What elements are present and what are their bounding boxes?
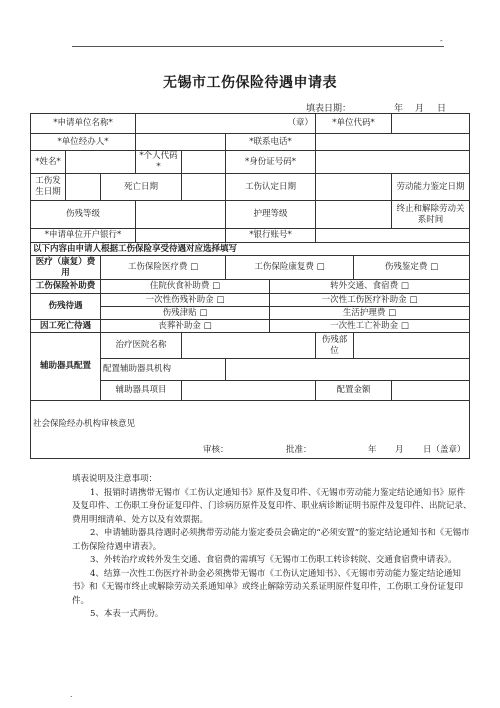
name-field[interactable] <box>66 151 136 174</box>
care-level-label: 护理等级 <box>226 201 316 229</box>
funeral-option[interactable]: 丧葬补助金 □ <box>101 320 270 333</box>
devices-label: 辅助器具配置 <box>31 333 101 401</box>
death-date-label: 死亡日期 <box>101 174 182 201</box>
transfer-travel-option[interactable]: 转外交通、食宿费 □ <box>270 280 470 294</box>
form-title: 无锡市工伤保险待遇申请表 <box>163 75 337 91</box>
termination-date-label: 终止和解除劳动关系时间 <box>392 201 470 229</box>
note-item: 2、申请辅助器具待遇时必须携带劳动能力鉴定委员会确定的“必须安置”的鉴定结论通知书和《无锡市工伤保险待遇申请表》。 <box>72 528 470 552</box>
section-title: 以下内容由申请人根据工伤保险享受待遇对应选择填写 <box>31 243 470 256</box>
account-no-field[interactable] <box>316 229 470 243</box>
disability-appraisal-option[interactable]: 伤残鉴定费 □ <box>354 256 470 280</box>
handler-label: *单位经办人* <box>31 134 136 151</box>
recognition-date-field[interactable] <box>316 174 392 201</box>
note-item: 5、本表一式两份。 <box>90 609 164 619</box>
review-day-seal-label: 日（盖章） <box>423 445 466 455</box>
injury-part-field[interactable] <box>354 333 470 359</box>
care-level-field[interactable] <box>316 201 392 229</box>
id-number-label: *身份证号码* <box>226 151 316 174</box>
injury-part-label: 伤残部位 <box>316 333 354 359</box>
injury-date-field[interactable] <box>66 174 101 201</box>
review-cell[interactable] <box>31 401 470 459</box>
review-year-label: 年 <box>368 445 377 455</box>
instructions <box>72 473 472 622</box>
device-item-label: 辅助器具项目 <box>101 381 182 401</box>
hospital-name-label: 治疗医院名称 <box>101 333 182 359</box>
unit-name-label: *申请单位名称* <box>31 114 136 134</box>
injury-medical-option[interactable]: 工伤保险医疗费 □ <box>101 256 226 280</box>
hospital-meal-option[interactable]: 住院伙食补助费 □ <box>101 280 270 294</box>
disability-label: 伤残待遇 <box>31 294 101 320</box>
note-item: 4、结算一次性工伤医疗补助金必须携带无锡市《工伤认定通知书》、《无锡市劳动能力鉴定结论通知书》和《无锡市终止或解除劳动关系通知单》或终止解除劳动关系证明原件复印件，工伤职工身份证复印件。 <box>72 568 464 606</box>
fill-day-label: 日 <box>437 104 447 114</box>
phone-field[interactable] <box>316 134 470 151</box>
bottom-mark: . <box>70 690 73 699</box>
injury-date-label: 工伤发生日期 <box>31 174 66 201</box>
one-time-disability-option[interactable]: 一次性伤残补助金 □ <box>101 294 270 307</box>
config-institution-field[interactable] <box>226 359 470 381</box>
unit-seal-label[interactable] <box>136 114 316 134</box>
disability-allowance-option[interactable]: 伤残津贴 □ <box>101 307 270 320</box>
fill-date-label: 填表日期： <box>306 104 352 114</box>
injury-rehab-option[interactable]: 工伤保险康复费 □ <box>226 256 354 280</box>
top-mark: - <box>440 36 443 45</box>
fill-year-label: 年 <box>394 104 404 114</box>
bank-label: *申请单位开户银行* <box>31 229 136 243</box>
application-form-table <box>30 113 470 459</box>
amount-field[interactable] <box>392 381 470 401</box>
seal-text: （章） <box>287 118 314 128</box>
amount-label: 配置金额 <box>316 381 392 401</box>
recognition-date-label: 工伤认定日期 <box>226 174 316 201</box>
death-label: 因工死亡待遇 <box>31 320 101 333</box>
note-item: 1、报销时请携带无锡市《工伤认定通知书》原件及复印件、《无锡市劳动能力鉴定结论通知书》原件及复印件、工伤职工身份证复印件、门诊病历原件及复印件、职业病诊断证明书原件及复印件、出院记录、费用明细清单、处方以及有效票据。 <box>72 487 472 525</box>
unit-code-label: *单位代码* <box>316 114 392 134</box>
medical-label: 医疗（康复）费用 <box>31 256 101 280</box>
note-item: 3、外转治疗或转外发生交通、食宿费的需填写《无锡市工伤职工转诊转院、交通食宿费申请表》。 <box>90 555 457 565</box>
review-month-label: 月 <box>395 445 404 455</box>
review-label: 社会保险经办机构审核意见 <box>33 419 136 429</box>
handler-field[interactable] <box>136 134 226 151</box>
disability-level-label: 伤残等级 <box>31 201 136 229</box>
appraisal-date-label: 劳动能力鉴定日期 <box>392 174 470 201</box>
auditor-label: 审核： <box>203 445 229 455</box>
disability-level-field[interactable] <box>136 201 226 229</box>
death-date-field[interactable] <box>182 174 226 201</box>
unit-code-field[interactable] <box>392 114 470 134</box>
header-rule <box>72 46 444 47</box>
name-label: *姓名* <box>31 151 66 174</box>
one-time-death-option[interactable]: 一次性工亡补助金 □ <box>270 320 470 333</box>
id-number-field[interactable] <box>316 151 470 174</box>
hospital-name-field[interactable] <box>182 333 316 359</box>
personal-code-label: *个人代码* <box>136 151 182 174</box>
device-item-field[interactable] <box>182 381 316 401</box>
living-care-option[interactable]: 生活护理费 □ <box>270 307 470 320</box>
phone-label: *联系电话* <box>226 134 316 151</box>
account-no-label: *银行账号* <box>226 229 316 243</box>
notes-heading: 填表说明及注意事项： <box>72 474 158 484</box>
bank-field[interactable] <box>136 229 226 243</box>
subsidy-label: 工伤保险补助费 <box>31 280 101 294</box>
config-institution-label: 配置辅助器具机构 <box>101 359 226 381</box>
personal-code-field[interactable] <box>182 151 226 174</box>
one-time-medical-option[interactable]: 一次性工伤医疗补助金 □ <box>270 294 470 307</box>
approver-label: 批准： <box>286 445 312 455</box>
fill-month-label: 月 <box>415 104 425 114</box>
